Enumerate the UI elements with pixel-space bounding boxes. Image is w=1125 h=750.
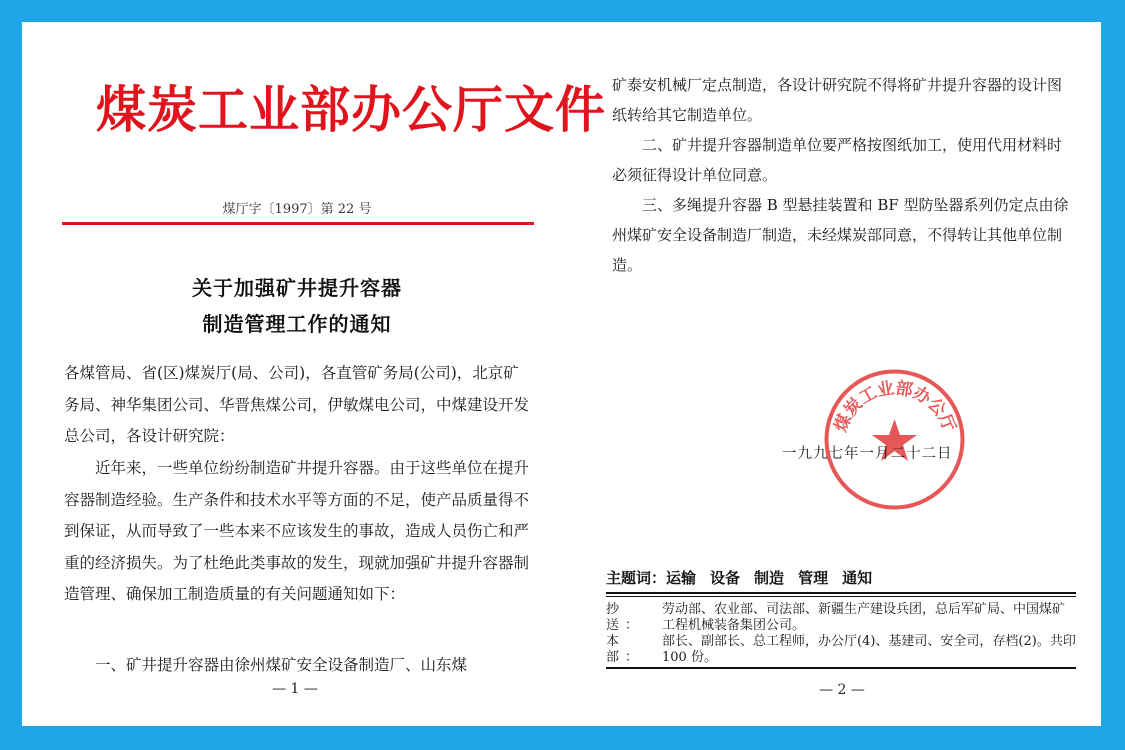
internal-recipients: 部长、副部长、总工程师，办公厅(4)、基建司、安全司，存档(2)。共印 100 份。 <box>662 634 1076 665</box>
intro-paragraph: 近年来，一些单位纷纷制造矿井提升容器。由于这些单位在提升容器制造经验。生产条件和技术水平等方面的不足，使产品质量得不到保证，从而导致了一些本来不应该发生的事故，造成人员伤亡和严重的经济损失。为了杜绝此类事故的发生，现就加强矿井提升容器制造管理、确保加工制造质量的有关问题通知如下： <box>64 459 530 603</box>
subject-keywords <box>606 567 1076 588</box>
item-1-start: 一、矿井提升容器由徐州煤矿安全设备制造厂、山东煤 <box>95 656 468 674</box>
item-2: 二、矿井提升容器制造单位要严格按图纸加工，使用代用材料时必须征得设计单位同意。 <box>612 136 1063 184</box>
keywords-rule-thin <box>606 596 1076 597</box>
keyword-item: 管理 <box>798 569 829 587</box>
document-number: 煤厅字〔1997〕第 22 号 <box>222 202 372 217</box>
keyword-item: 通知 <box>842 569 873 587</box>
seal-text: 煤炭工业部办公厅 <box>830 378 960 435</box>
keywords-label: 主题词： <box>606 569 667 587</box>
internal-distribution <box>606 634 1076 666</box>
issue-date: 一九九七年一月二十二日 <box>782 446 953 462</box>
page-1 <box>22 22 606 726</box>
keywords-rule <box>606 592 1076 594</box>
addressee-list: 各煤管局、省(区)煤炭厅(局、公司)，各直管矿务局(公司)，北京矿务局、神华集团公司、华晋焦煤公司，伊敏煤电公司，中煤建设开发总公司，各设计研究院： <box>64 364 530 445</box>
page-2 <box>582 22 1101 726</box>
document-title-line-1: 关于加强矿井提升容器 <box>192 276 402 300</box>
item-1-continued: 矿泰安机械厂定点制造，各设计研究院不得将矿井提升容器的设计图纸转给其它制造单位。 <box>612 76 1063 124</box>
cc-recipients: 劳动部、农业部、司法部、新疆生产建设兵团，总后军矿局、中国煤矿工程机械装备集团公司。 <box>662 602 1066 633</box>
keyword-item: 制造 <box>754 569 785 587</box>
page-number-1: — 1 — <box>272 681 318 697</box>
distribution-bottom-rule <box>606 667 1076 669</box>
cc-distribution <box>606 602 1076 634</box>
document-masthead: 煤炭工业部办公厅文件 <box>96 81 606 139</box>
keyword-item: 设备 <box>710 569 741 587</box>
official-seal-icon <box>822 367 967 512</box>
document-title-line-2: 制造管理工作的通知 <box>202 312 392 336</box>
item-3: 三、多绳提升容器 B 型悬挂装置和 BF 型防坠器系列仍定点由徐州煤矿安全设备制造厂制造，未经煤炭部同意，不得转让其他单位制造。 <box>612 196 1069 274</box>
page-number-2: — 2 — <box>819 682 865 698</box>
internal-label: 本 部： <box>606 634 645 665</box>
cc-label: 抄 送： <box>606 602 645 633</box>
red-header-rule <box>62 222 534 225</box>
keyword-item: 运输 <box>666 569 697 587</box>
document-sheet <box>22 22 1101 726</box>
